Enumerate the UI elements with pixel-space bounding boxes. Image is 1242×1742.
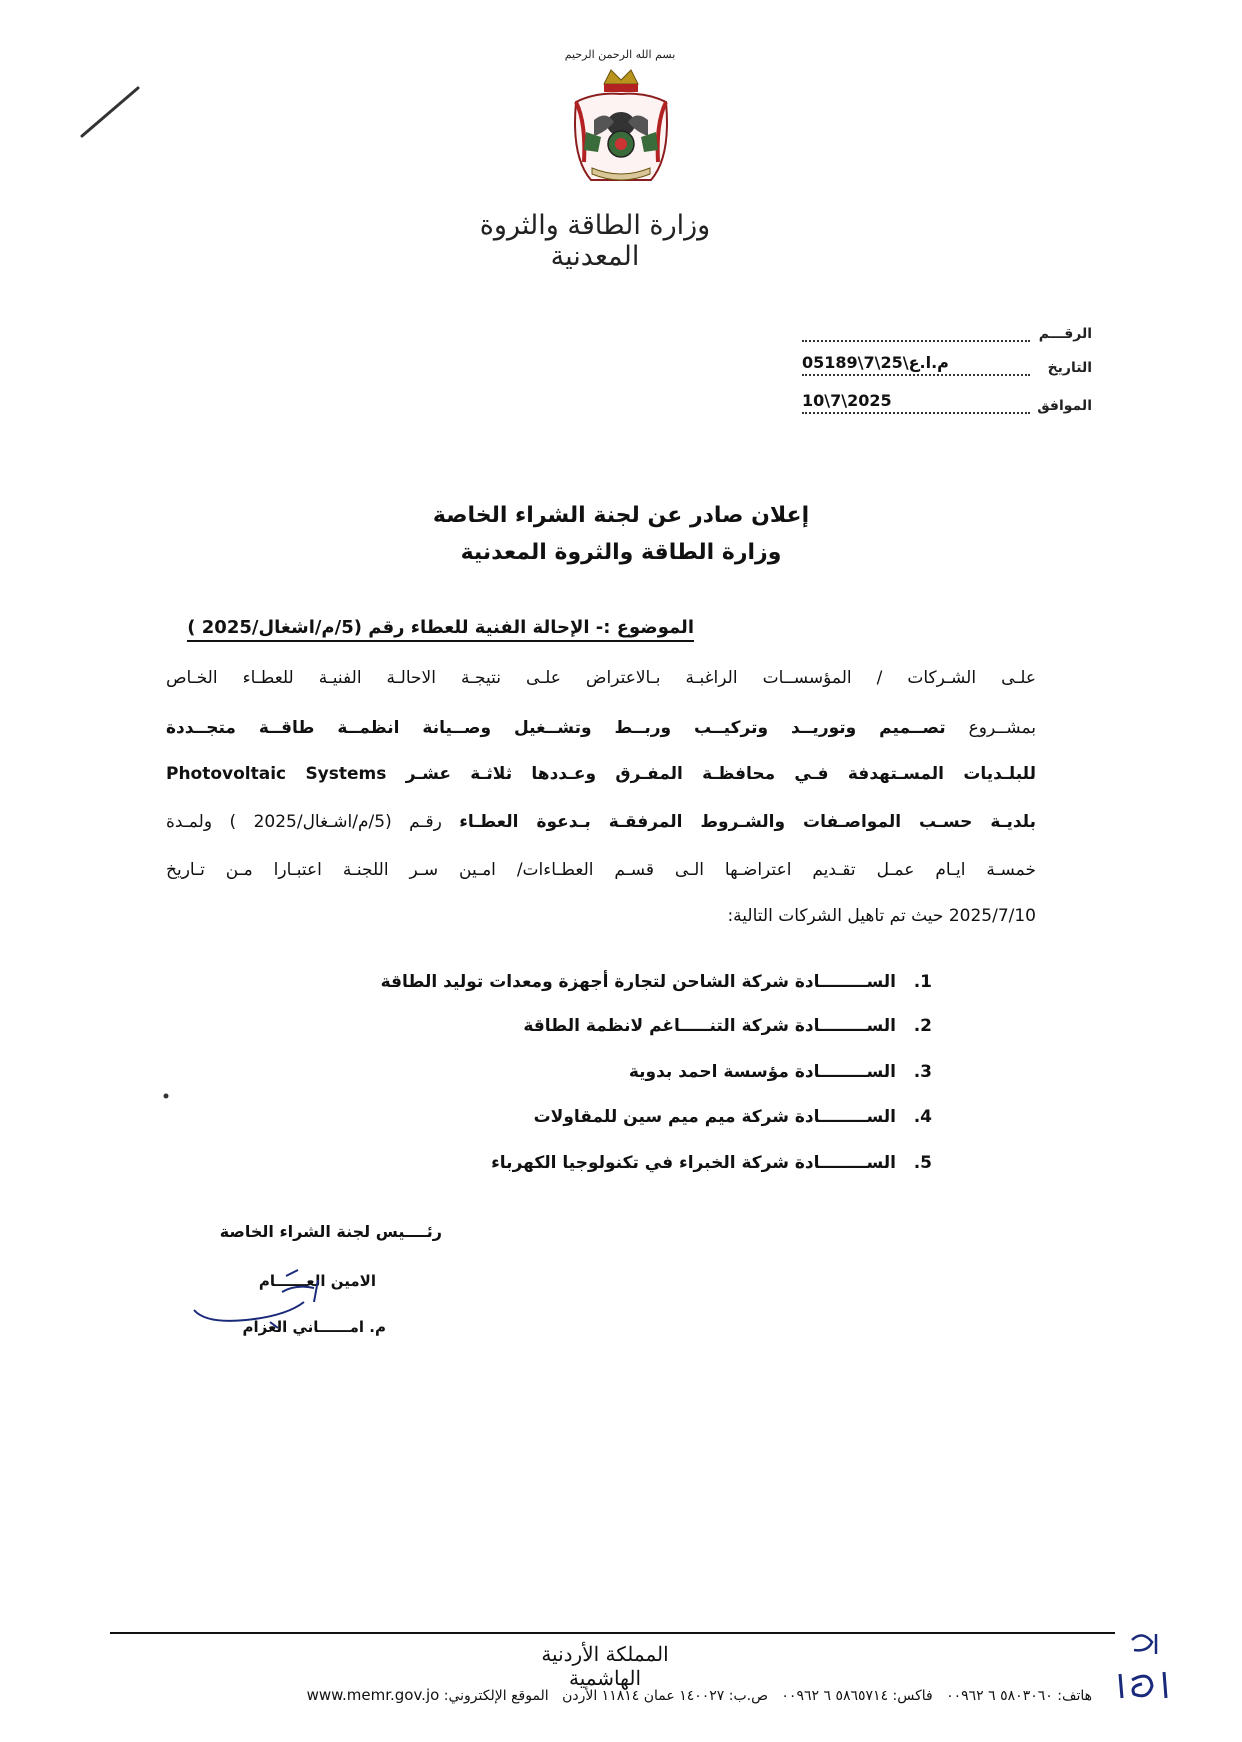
ref-equiv-label: الموافق — [1037, 398, 1092, 414]
list-item — [523, 1016, 932, 1036]
body-line-5: خمسـة ايـام عمـل تقـديم اعتراضـها الـى قسـم العطـاءات/ امـين سـر اللجنـة اعتبـارا مـن تـاريخ — [166, 860, 1036, 880]
secretary-general-title: الامين العــــــام — [258, 1272, 376, 1290]
ref-date-value: م.ا.ع\25\7\05189 — [802, 352, 1030, 376]
body-line-2 — [166, 718, 1036, 738]
list-item — [534, 1107, 932, 1127]
list-item-number: 4. — [913, 1107, 932, 1127]
body-line-1: علـى الشـركات / المؤسســات الراغبـة بـالاعتراض علـى نتيجـة الاحالـة الفنيـة للعطـاء الخـاص — [166, 668, 1036, 688]
body-line-6: 2025/7/10 حيث تم تاهيل الشركات التالية: — [727, 906, 1036, 926]
footer-phone: هاتف: ٥٨٠٣٠٦٠ ٦ ٠٠٩٦٢ — [946, 1688, 1092, 1704]
body-line-4 — [166, 812, 1036, 832]
ref-date-label: التاريخ — [1047, 360, 1092, 376]
list-item-number: 5. — [913, 1153, 932, 1173]
footer-fax: فاكس: ٥٨٦٥٧١٤ ٦ ٠٠٩٦٢ — [781, 1688, 933, 1704]
footer-website-label: الموقع الإلكتروني: — [443, 1688, 549, 1704]
coat-of-arms-emblem — [556, 62, 686, 192]
handwritten-signature — [186, 1262, 376, 1332]
ref-equiv-row — [802, 384, 1092, 414]
body-line-3-pv-systems: Photovoltaic Systems — [166, 764, 387, 784]
subject-line: الموضوع :- الإحالة الفنية للعطاء رقم (5/م/اشغال/2025 ) — [187, 617, 694, 642]
ink-dot-mark — [162, 1092, 170, 1100]
body-line-4-specs: بلديـة حسـب المواصـفات والشـروط المرفقـة بـدعوة العطـاء — [459, 812, 1036, 832]
list-item-number: 1. — [913, 972, 932, 992]
list-item-number: 3. — [913, 1062, 932, 1082]
list-item-company: الســــــــادة مؤسسة احمد بدوية — [628, 1062, 896, 1082]
ref-number-label: الرقـــم — [1038, 326, 1092, 342]
list-item-company: الســــــــادة شركة الخبراء في تكنولوجيا الكهرباء — [491, 1153, 896, 1173]
basmala: بسم الله الرحمن الرحيم — [564, 48, 676, 61]
footer-website-link[interactable]: www.memr.gov.jo — [306, 1686, 440, 1704]
kingdom-name: المملكة الأردنية الهاشمية — [541, 1642, 669, 1690]
list-item — [629, 1062, 932, 1082]
list-item — [381, 972, 932, 992]
body-line-2-project: تصــميم وتوريــد وتركيــب وربــط وتشــغيل وصــيانة انظمــة طاقــة متجــددة — [166, 718, 946, 738]
ministry-name: وزارة الطاقة والثروة المعدنية — [479, 210, 711, 272]
footer-contact — [132, 1686, 1092, 1704]
announcement-subtitle: وزارة الطاقة والثروة المعدنية — [460, 540, 782, 565]
footer-po-box: ص.ب: ١٤٠٠٢٧ عمان ١١٨١٤ الأردن — [562, 1688, 769, 1704]
list-item-number: 2. — [913, 1016, 932, 1036]
list-item — [491, 1153, 932, 1173]
pen-stroke-mark — [78, 84, 144, 140]
footer-divider — [110, 1632, 1115, 1634]
body-line-4-tender: رقـم (5/م/اشـغال/2025 ) ولمـدة — [166, 812, 442, 832]
list-item-company: الســــــــادة شركة ميم ميم سين للمقاولات — [533, 1107, 896, 1127]
list-item-company: الســــــــادة شركة الشاحن لتجارة أجهزة ومعدات توليد الطاقة — [380, 972, 896, 992]
handwritten-margin-note — [1112, 1620, 1182, 1710]
signatory-name: م. امــــــاني العزام — [242, 1318, 386, 1336]
announcement-title: إعلان صادر عن لجنة الشراء الخاصة — [432, 503, 810, 528]
ref-equiv-value: 2025\7\10 — [802, 390, 1030, 414]
committee-chair-title: رئــــيس لجنة الشراء الخاصة — [219, 1222, 442, 1241]
ref-number-value — [802, 318, 1030, 342]
body-line-3-municipalities: للبلـديات المسـتهدفة فـي محافظـة المفـرق وعـددها ثلاثـة عشـر — [405, 764, 1037, 784]
list-item-company: الســــــــادة شركة التنـــــاغم لانظمة الطاقة — [523, 1016, 896, 1036]
ref-date-row — [802, 346, 1092, 376]
ref-number-row — [802, 312, 1092, 342]
body-line-3 — [166, 764, 1036, 784]
body-line-2-prefix: بمشــروع — [968, 718, 1037, 738]
